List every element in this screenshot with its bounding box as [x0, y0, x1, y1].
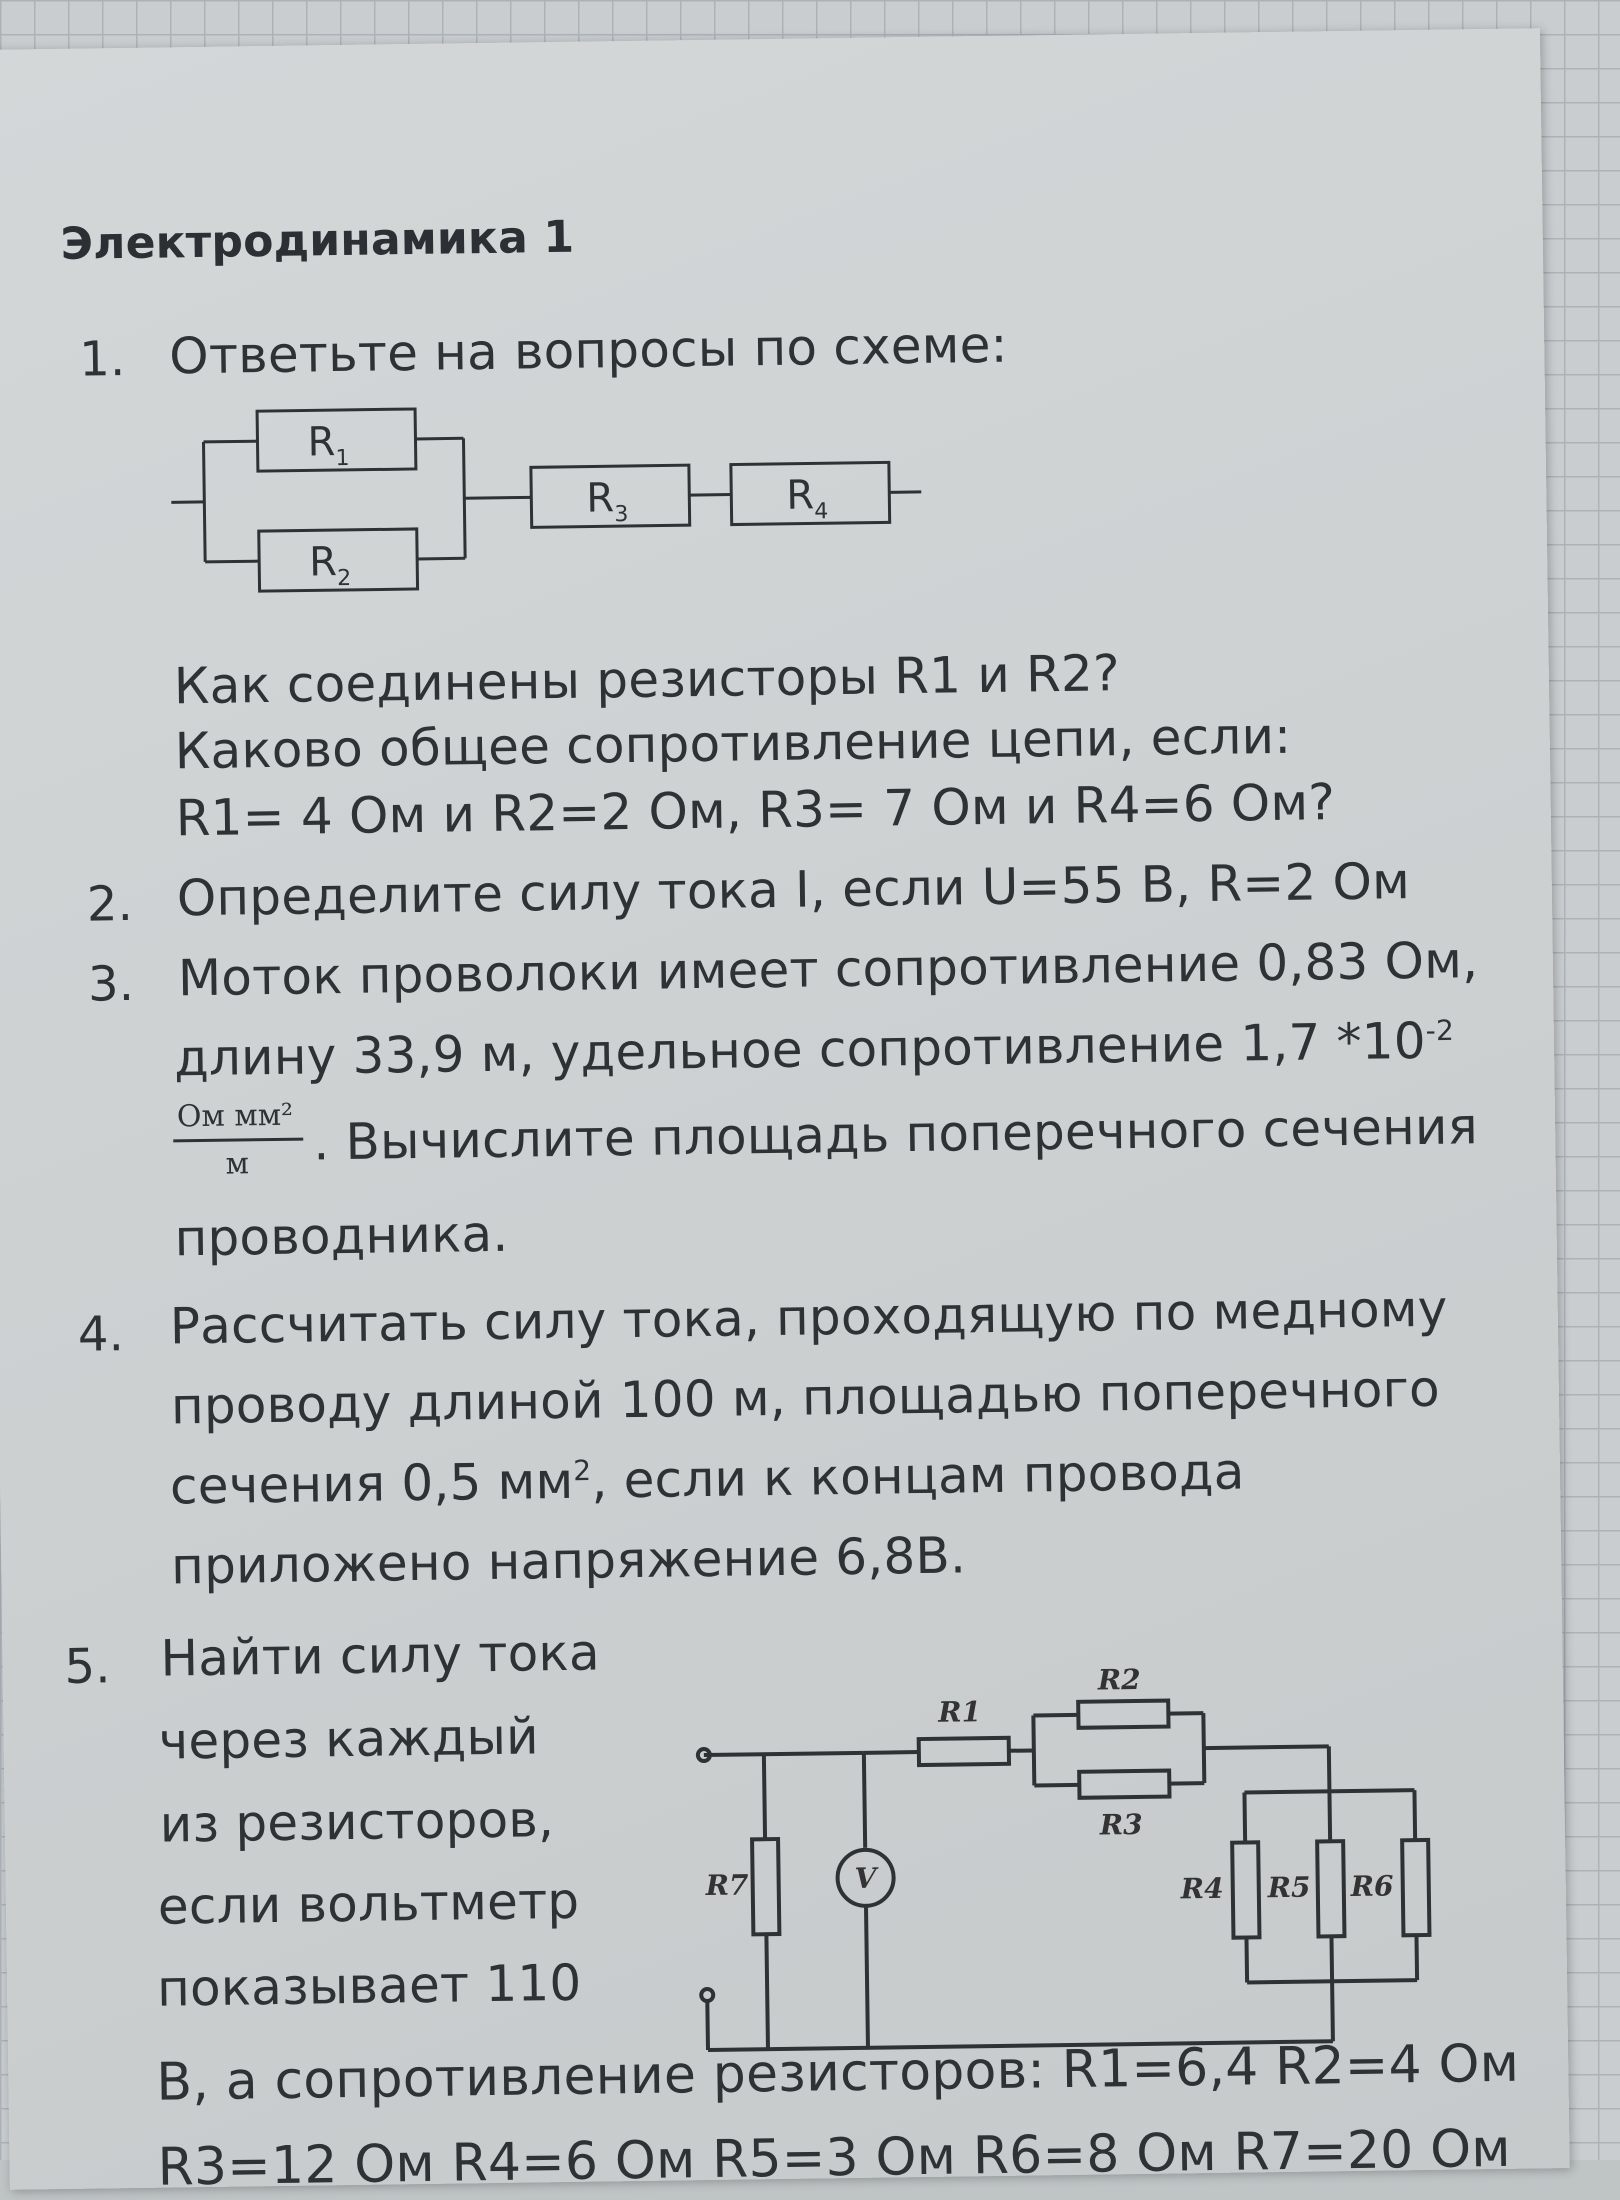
task-5-line-4: если вольтметр [158, 1872, 580, 1936]
task-5-line-7: R3=12 Ом R4=6 Ом R5=3 Ом R6=8 Ом R7=20 Ом [157, 2119, 1511, 2198]
task-3-line-4: проводника. [174, 1205, 509, 1268]
c2-r7-label: R7 [704, 1868, 749, 1902]
task-3-line-1: Моток проволоки имеет сопротивление 0,83 Ом, [178, 931, 1479, 1007]
voltmeter-label: V [854, 1862, 879, 1895]
task-5-line-1: Найти силу тока [160, 1624, 600, 1688]
task-1-line-4: R1= 4 Ом и R2=2 Ом, R3= 7 Ом и R4=6 Ом? [175, 773, 1335, 847]
c2-r3-label: R3 [1099, 1808, 1143, 1842]
task-3-number: 3. [88, 956, 135, 1013]
task-4-line-4: приложено напряжение 6,8В. [171, 1526, 967, 1595]
task-4-line-1: Рассчитать силу тока, проходящую по медному [169, 1280, 1447, 1356]
task-1-number: 1. [79, 331, 126, 388]
task-5-line-6: В, а сопротивление резисторов: R1=6,4 R2=4 Ом [156, 2034, 1520, 2113]
c2-r4-label: R4 [1180, 1872, 1224, 1906]
task-1-line-2: Как соединены резисторы R1 и R2? [173, 644, 1120, 715]
c2-r2-label: R2 [1097, 1663, 1141, 1697]
task-5-line-3: из резисторов, [159, 1790, 554, 1853]
worksheet-page [0, 28, 1570, 2190]
task-4-line-2: проводу длиной 100 м, площадью поперечного [171, 1360, 1441, 1436]
task-1-line-1: Ответьте на вопросы по схеме: [169, 316, 1008, 386]
r2-label: $R_2$ [309, 539, 352, 592]
task-3-line-3: . Вычислите площадь поперечного сечения [313, 1097, 1478, 1171]
task-4-line-3: сечения 0,5 $мм^2$, если к концам провода [170, 1442, 1245, 1515]
task-2-number: 2. [87, 876, 134, 933]
task-5-line-2: через каждый [158, 1707, 539, 1770]
r1-label: $R_1$ [307, 419, 350, 472]
unit-fraction: Ом мм² м [177, 1098, 308, 1190]
r4-label: $R_4$ [786, 472, 829, 525]
task-5-line-5: показывает 110 [157, 1954, 582, 2018]
page-title: Электродинамика 1 [60, 212, 574, 270]
task-2-line-1: Определите силу тока I, если U=55 В, R=2 Ом [176, 852, 1410, 927]
task-5-number: 5. [64, 1638, 111, 1695]
task-4-number: 4. [78, 1306, 125, 1363]
c2-r5-label: R5 [1267, 1871, 1311, 1905]
c2-r1-label: R1 [937, 1695, 981, 1729]
task-1-line-3: Каково общее сопротивление цепи, если: [174, 707, 1291, 781]
r3-label: $R_3$ [586, 475, 629, 528]
c2-r6-label: R6 [1350, 1869, 1394, 1903]
task-3-line-2: длину 33,9 м, удельное сопротивление 1,7 $*10^{-2}$ [174, 1012, 1455, 1088]
circuit-2-wires [697, 1697, 1431, 2050]
